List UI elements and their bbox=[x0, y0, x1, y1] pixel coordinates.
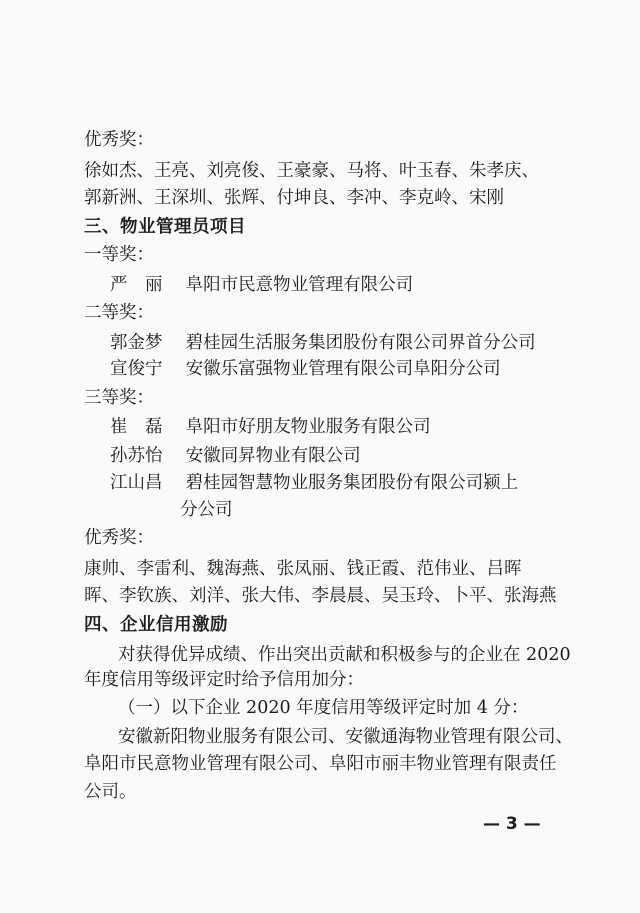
winner-company: 碧桂园生活服务集团股份有限公司界首分公司 bbox=[185, 333, 536, 353]
award-row bbox=[110, 414, 431, 440]
paragraph-line: 对获得优异成绩、作出突出贡献和积极参与的企业在 2020 bbox=[118, 645, 571, 665]
list-item: （一）以下企业 2020 年度信用等级评定时加 4 分： bbox=[118, 698, 529, 718]
award-row bbox=[110, 443, 361, 469]
winner-company: 安徽同昇物业有限公司 bbox=[185, 446, 361, 466]
winner-company: 阜阳市好朋友物业服务有限公司 bbox=[185, 417, 431, 437]
award-row bbox=[110, 356, 501, 382]
winner-name: 宣俊宁 bbox=[110, 359, 163, 379]
paragraph-line: 阜阳市民意物业管理有限公司、阜阳市丽丰物业管理有限责任 bbox=[84, 754, 557, 774]
winner-name: 郭金梦 bbox=[110, 333, 163, 353]
winner-company-continued: 分公司 bbox=[180, 500, 233, 520]
paragraph-line: 公司。 bbox=[84, 782, 137, 802]
winner-company: 安徽乐富强物业管理有限公司阜阳分公司 bbox=[185, 359, 501, 379]
winner-company: 阜阳市民意物业管理有限公司 bbox=[185, 275, 414, 295]
section-heading: 四、企业信用激励 bbox=[84, 615, 228, 635]
winner-name: 崔 磊 bbox=[110, 417, 163, 437]
excellence-names-line: 徐如杰、王亮、刘亮俊、王豪豪、马将、叶玉春、朱孝庆、 bbox=[84, 161, 539, 181]
excellence-names-line: 郭新洲、王深圳、张辉、付坤良、李冲、李克岭、宋刚 bbox=[84, 188, 504, 208]
paragraph-line: 安徽新阳物业服务有限公司、安徽通海物业管理有限公司、 bbox=[118, 727, 573, 747]
award-row bbox=[110, 330, 536, 356]
award-row bbox=[110, 272, 413, 298]
excellence-label: 优秀奖： bbox=[84, 528, 154, 548]
page-number: — 3 — bbox=[483, 814, 541, 834]
prize-label: 二等奖： bbox=[84, 303, 154, 323]
paragraph-line: 年度信用等级评定时给予信用加分： bbox=[84, 670, 364, 690]
prize-label: 三等奖： bbox=[84, 388, 154, 408]
excellence-label: 优秀奖： bbox=[84, 130, 154, 150]
award-row bbox=[110, 470, 518, 496]
winner-name: 孙苏怡 bbox=[110, 446, 163, 466]
excellence-names-line: 晖、李钦族、刘洋、张大伟、李晨晨、吴玉玲、卜平、张海燕 bbox=[84, 586, 557, 606]
winner-name: 江山昌 bbox=[110, 473, 163, 493]
prize-label: 一等奖： bbox=[84, 245, 154, 265]
excellence-names-line: 康帅、李雷利、魏海燕、张凤丽、钱正霞、范伟业、吕晖 bbox=[84, 559, 522, 579]
winner-name: 严 丽 bbox=[110, 275, 163, 295]
section-heading: 三、物业管理员项目 bbox=[84, 217, 246, 237]
winner-company: 碧桂园智慧物业服务集团股份有限公司颍上 bbox=[185, 473, 519, 493]
